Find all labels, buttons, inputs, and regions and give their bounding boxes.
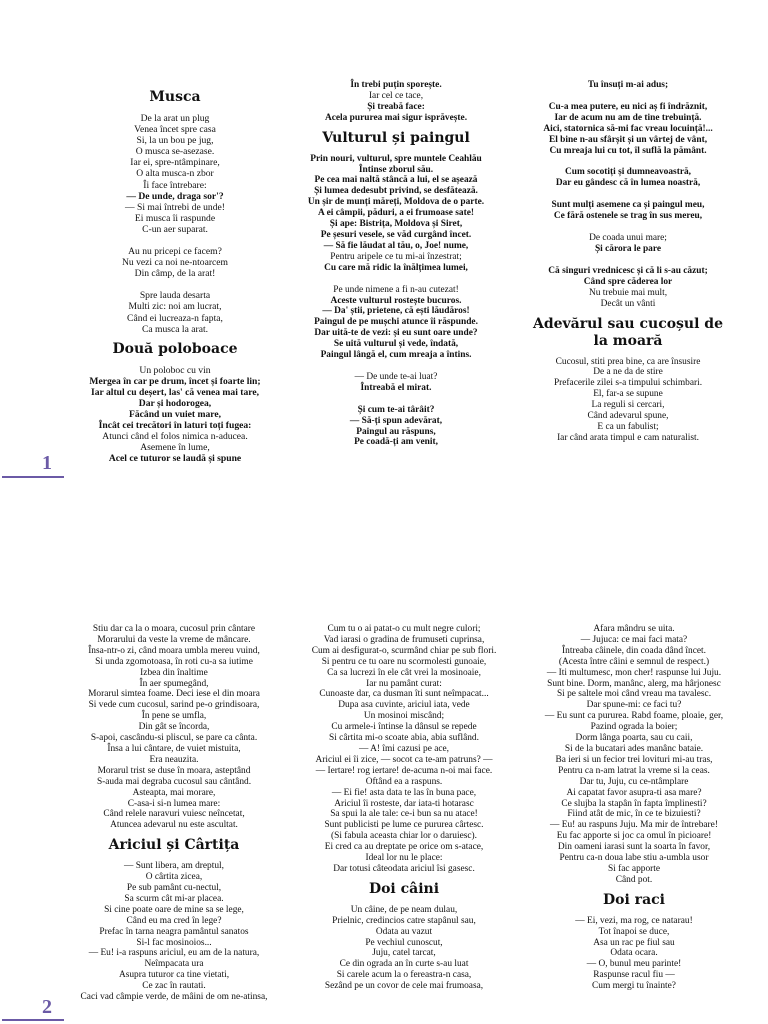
verse-line: Multi zic: noi am lucrat,: [128, 301, 222, 313]
verse-line: Si fac apporte: [607, 863, 661, 874]
verse-line: Când ei lucreaza-n fapta,: [127, 312, 223, 324]
verse-line: Morarului da veste la vreme de mâncare.: [97, 634, 251, 645]
verse-line: Dar și hodorogea,: [138, 397, 212, 409]
verse-line: Iar cel ce tace,: [368, 90, 424, 101]
verse-line: Oftând ea a raspuns.: [365, 776, 443, 787]
page2-number-rule: [2, 1019, 64, 1021]
verse-line: Când relele naravuri vuiesc neîncetat,: [103, 809, 245, 820]
verse-line: Ce slujba la stapân în fapta împlinesti?: [561, 798, 707, 809]
verse-line: Dar tu, Juju, cu ce-ntâmplare: [579, 776, 689, 787]
verse-line: Din câmp, de la arat!: [134, 268, 216, 280]
verse-line: Odata au vazut: [375, 926, 433, 937]
verse-line: Dorm lânga poarta, sau cu caii,: [575, 733, 693, 744]
verse-line: Un mosinoi miscând;: [363, 711, 445, 722]
verse-line: Când pot.: [615, 874, 653, 885]
verse-line: A ei câmpii, păduri, a ei frumoase sate!: [318, 208, 474, 219]
verse-line: Sezând pe un covor de cele mai frumoasa,: [324, 981, 484, 992]
verse-line: Au nu pricepi ce facem?: [128, 246, 222, 258]
verse-line: Si unda zgomotoasa, în roti cu-a sa iutime: [95, 656, 253, 667]
page2-number: 2: [42, 996, 52, 1018]
verse-line: Tot înapoi se duce,: [598, 926, 670, 937]
verse-line: Și lumea dedesubt privind, se desfătează.: [314, 186, 478, 197]
verse-line: Eu fac apporte si joc ca omul în picioare!: [556, 831, 712, 842]
verse-line: Cu-a mea putere, eu nici aș fi îndrăznit,: [548, 101, 708, 112]
verse-line: Un poloboc cu vin: [139, 364, 211, 376]
verse-line: Și treabă face:: [367, 101, 425, 112]
verse-line: Pazind ograda la boier;: [590, 722, 678, 733]
verse-line: Când spre căderea lor: [583, 276, 673, 287]
verse-line: Asa un rac pe fiul sau: [593, 937, 675, 948]
verse-line: Morarul simtea foame. Deci iese el din moara: [88, 689, 260, 700]
poem-title: Musca: [149, 89, 201, 105]
verse-line: Dupa asa cuvinte, ariciul iata, vede: [338, 700, 470, 711]
verse-line: Si carele acum la o fereastra-n casa,: [336, 970, 472, 981]
verse-line: Pe șesuri vesele, se văd curgând încet.: [320, 229, 472, 240]
verse-line: Tu însuți m-ai adus;: [587, 80, 669, 90]
verse-line: Sunt publicisti pe lume ce pururea cârtesc.: [324, 820, 484, 831]
verse-line: Pe cea mai naltă stâncă a lui, el se așează: [314, 175, 478, 186]
verse-line: Sunt bine. Dorm, manânc, alerg, ma hârjonesc: [547, 678, 721, 689]
verse-line: Prielnic, credincios catre stapânul sau,: [332, 915, 476, 926]
verse-line: O cârtita zicea,: [145, 872, 203, 883]
verse-line: Nu trebuie mai mult,: [588, 287, 668, 298]
verse-line: Se uită vulturul și vede, îndată,: [333, 339, 459, 350]
verse-line: Asupra tuturor ca tine vietati,: [118, 970, 230, 981]
verse-line: Întinse zborul său.: [358, 164, 434, 175]
verse-line: Si vede cum cucosul, sarind pe-o grindisoara,: [88, 700, 260, 711]
verse-line: — Iti multumesc, mon cher! raspunse lui Juju.: [546, 667, 722, 678]
verse-line: Si pentru ce tu oare nu scormolesti gunoaie,: [321, 656, 487, 667]
verse-line: Iar altul cu deșert, las' că venea mai tare,: [90, 386, 260, 398]
verse-line: — Ei, vezi, ma rog, ce natarau!: [575, 915, 693, 926]
verse-line: Ba ieri si un fecior trei lovituri mi-au tras,: [555, 754, 713, 765]
verse-line: Izbea din înaltime: [140, 667, 208, 678]
poem-title: Doi câini: [368, 880, 440, 897]
verse-line: Pe coadă-ți am venit,: [354, 437, 438, 448]
page1-column-3: [528, 80, 728, 444]
verse-line: De a ne da de stire: [593, 367, 663, 378]
verse-line: El, far-a se supune: [593, 389, 663, 400]
verse-line: Cu armele-i întinse la dânsul se repede: [331, 722, 477, 733]
stanza-gap: [528, 156, 728, 167]
verse-line: Cum socotiți și dumneavoastră,: [564, 167, 692, 178]
verse-line: Morarul trist se duse în moara, asteptând: [97, 765, 251, 776]
verse-line: Când eu ma cred în lege?: [126, 915, 222, 926]
stanza-gap: [75, 235, 275, 246]
verse-line: — Iertare! rog iertare! de-acuma n-oi mai face.: [315, 765, 493, 776]
verse-line: — Să-ți spun adevărat,: [349, 415, 443, 426]
verse-line: Decât un vânti: [600, 298, 656, 309]
page1-column-2: [296, 80, 496, 448]
verse-line: — Si mai întrebi de unde!: [125, 201, 225, 213]
verse-line: Cunoaste dar, ca dusman îti sunt neîmpacat...: [319, 689, 489, 700]
verse-line: — A! îmi cazusi pe ace,: [358, 743, 450, 754]
verse-line: Pentru ca n-am latrat la vreme si la ceas.: [558, 765, 710, 776]
verse-line: E ca un fabulist;: [597, 421, 659, 432]
verse-line: În trebi puțin sporește.: [350, 80, 442, 90]
verse-line: Spre lauda desarta: [139, 290, 211, 302]
verse-line: Dar eu gândesc că în lumea noastră,: [555, 178, 701, 189]
verse-line: — Jujuca: ce mai faci mata?: [580, 634, 688, 645]
page2-column-2: [296, 624, 512, 992]
verse-line: Ideal lor nu le place:: [365, 853, 443, 864]
verse-line: Ce fără ostenele se trag în sus mereu,: [553, 211, 703, 222]
verse-line: Atunci când el folos nimica n-aducea.: [102, 431, 248, 443]
verse-line: Fiind atât de mic, în ce te bizuiesti?: [567, 809, 701, 820]
verse-line: Ei cred ca au dreptate pe orice om s-atace,: [324, 842, 484, 853]
verse-line: Acela pururea mai sigur isprăvește.: [324, 112, 468, 123]
verse-line: O musca se-asezase.: [135, 146, 215, 158]
verse-line: Întreaba câinele, din coada dând încet.: [562, 645, 706, 656]
stanza-gap: [528, 91, 728, 102]
verse-line: — Eu! i-a raspuns ariciul, eu am de la natura,: [88, 948, 260, 959]
verse-line: Ei musca îi raspunde: [134, 212, 216, 224]
verse-line: — Să fie lăudat al tău, o, Joe! nume,: [323, 240, 469, 251]
verse-line: Întreabă el mirat.: [360, 382, 432, 393]
verse-line: Că singuri vrednicesc și că li s-au căzut;: [548, 265, 708, 276]
verse-line: Sa spui la ale tale: ce-i bun sa nu atace!: [330, 809, 478, 820]
verse-line: În aer spumegând,: [139, 678, 209, 689]
verse-line: — De unde te-ai luat?: [354, 371, 438, 382]
verse-line: Și cum te-ai târâit?: [357, 404, 435, 415]
verse-line: — Eu sunt ca pururea. Rabd foame, ploaie, ger,: [544, 711, 724, 722]
verse-line: Un șir de munți măreți, Moldova de o parte.: [307, 197, 485, 208]
verse-line: Si cârtita mi-o scoate abia, abia suflând.: [329, 733, 479, 744]
page1-column-1: [75, 83, 275, 465]
verse-line: Odata ocara.: [610, 948, 658, 959]
verse-line: C-asa-i si-n lumea mare:: [127, 798, 221, 809]
verse-line: Prefac în tarna neagra pamântul sanatos: [99, 926, 249, 937]
verse-line: Sa scurm cât mi-ar placea.: [124, 893, 224, 904]
verse-line: Îi face întrebare:: [143, 179, 207, 191]
verse-line: Cu care mă ridic la înălțimea lumei,: [324, 262, 468, 273]
verse-line: Vad iarasi o gradina de frumuseti cuprinsa,: [323, 634, 485, 645]
verse-line: — De unde, draga sor'?: [126, 190, 224, 202]
verse-line: Raspunse racul fiu —: [593, 970, 675, 981]
poem-title: Ariciul și Cârtița: [108, 837, 240, 854]
verse-line: Pe vechiul cunoscut,: [365, 937, 443, 948]
verse-line: O alta musca-n zbor: [136, 168, 214, 180]
verse-line: Iar când arata timpul e cam naturalist.: [557, 432, 699, 443]
verse-line: Si, la un bou pe jug,: [136, 135, 214, 147]
verse-line: Ca sa lucrezi în ele cât vrei la mosinoaie,: [327, 667, 481, 678]
verse-line: Însa a lui cântare, de vuiet mistuita,: [107, 743, 241, 754]
verse-line: Făcând un vuiet mare,: [128, 409, 222, 421]
verse-line: Cucosul, stiti prea bine, ca are însusire: [555, 356, 701, 367]
verse-line: Dar spune-mi: ce faci tu?: [586, 700, 682, 711]
verse-line: Era neauzita.: [149, 754, 199, 765]
verse-line: El bine n-au sfârșit și un vârtej de vânt,: [548, 134, 708, 145]
verse-line: Asteapta, mai morare,: [132, 787, 216, 798]
verse-line: Stiu dar ca la o moara, cucosul prin cântare: [92, 624, 256, 634]
verse-line: Cum tu o ai patat-o cu mult negre culori;: [327, 624, 481, 634]
verse-line: Ariciul îi rosteste, dar iata-ti hotarasc: [334, 798, 474, 809]
verse-line: S-auda mai degraba cucosul sau cântând.: [96, 776, 252, 787]
verse-line: Prefacerile zilei s-a timpului schimbari.: [553, 378, 703, 389]
verse-line: Aceste vulturul rostește bucuros.: [330, 295, 462, 306]
stanza-gap: [296, 361, 496, 372]
verse-line: Paingul de pe mușchi atunce îi răspunde.: [314, 317, 478, 328]
verse-line: Din gât se încorda,: [138, 722, 210, 733]
verse-line: Când adevarul spune,: [587, 411, 669, 422]
verse-line: Si pe saltele moi când vreau ma tavalesc.: [556, 689, 712, 700]
verse-line: Dar uită-te de vezi: și eu sunt oare unde?: [314, 328, 478, 339]
verse-line: Atuncea adevarul nu este ascultat.: [110, 820, 238, 831]
verse-line: Acel ce tuturor se laudă și spune: [108, 453, 242, 465]
verse-line: Ariciul ei îi zice, — socot ca te-am patruns? —: [315, 754, 493, 765]
verse-line: Dar totusi câteodata ariciul îsi gasesc.: [333, 863, 475, 874]
verse-line: Juju, catel tarcat,: [372, 948, 436, 959]
verse-line: Venea încet spre casa: [134, 124, 216, 136]
poem-title: Două poloboace: [112, 340, 238, 357]
verse-line: În pene se umfla,: [141, 711, 207, 722]
verse-line: Paingul lângă el, cum mreaja a întins.: [320, 350, 472, 361]
page1-number-rule: [2, 476, 64, 478]
verse-line: (Si fabula aceasta chiar lor o daruiesc).: [330, 831, 478, 842]
verse-line: Ai capatat favor asupra-ti asa mare?: [566, 787, 702, 798]
verse-line: Nu vezi ca noi ne-ntoarcem: [121, 257, 228, 269]
poem-title: Vulturul și paingul: [322, 129, 470, 146]
verse-line: Pe unde nimene a fi n-au cutezat!: [333, 284, 459, 295]
poem-title: Doi raci: [603, 891, 665, 908]
verse-line: — O, bunul meu parinte!: [586, 959, 682, 970]
verse-line: Ce zac în rautati.: [142, 981, 206, 992]
poem-title: Adevărul sau cucoșul de la moară: [532, 315, 724, 349]
verse-line: De la arat un plug: [140, 113, 210, 124]
verse-line: Aici, statornica să-mi fac vreau locuință!...: [543, 123, 713, 134]
verse-line: Cu mreaja lui cu tot, îl suflă la pământ.: [549, 145, 707, 156]
verse-line: Pentru ca-n doua labe stiu a-umbla usor: [559, 853, 709, 864]
stanza-gap: [528, 189, 728, 200]
verse-line: C-un aer suparat.: [142, 223, 208, 235]
verse-line: Ce din ograda an în curte s-au luat: [339, 959, 469, 970]
stanza-gap: [75, 279, 275, 290]
page2-column-3: [530, 624, 738, 992]
verse-line: Neîmpacata ura: [144, 959, 204, 970]
verse-line: Si-l fac mosinoios...: [136, 937, 212, 948]
verse-line: Pentru aripele ce tu mi-ai înzestrat;: [330, 251, 462, 262]
verse-line: Afara mândru se uita.: [593, 624, 675, 634]
verse-line: S-apoi, cascându-si pliscul, se pare ca cânta.: [90, 733, 258, 744]
verse-line: Încât cei trecători în laturi toți fugea:: [98, 420, 252, 432]
verse-line: Prin nouri, vulturul, spre muntele Ceahlău: [310, 153, 482, 164]
verse-line: Ca musca la arat.: [141, 323, 209, 335]
stanza-gap: [528, 255, 728, 266]
verse-line: Iar nu pamânt curat:: [366, 678, 442, 689]
verse-line: Caci vad câmpie verde, de mâini de om ne-atinsa,: [80, 992, 268, 1003]
verse-line: Paingul au răspuns,: [356, 426, 436, 437]
verse-line: — Ei fie! asta data te las în buna pace,: [331, 787, 477, 798]
stanza-gap: [528, 222, 728, 233]
verse-line: Și ape: Bistrița, Moldova și Siret,: [329, 219, 463, 230]
verse-line: Cum ai desfigurat-o, scurmând chiar pe sub flori.: [311, 645, 497, 656]
verse-line: — Da' știi, prietene, că ești lăudăros!: [322, 306, 470, 317]
verse-line: — Eu! au raspuns Juju. Ma mir de întrebare!: [550, 820, 718, 831]
verse-line: Asemene în lume,: [140, 442, 210, 454]
verse-line: Din oameni iarasi sunt la soarta în favor,: [557, 842, 711, 853]
verse-line: Pe sub pamânt cu-nectul,: [126, 883, 222, 894]
verse-line: De coada unui mare;: [589, 233, 667, 244]
verse-line: Mergea în car pe drum, încet și foarte lin;: [89, 375, 261, 387]
verse-line: Cum mergi tu înainte?: [592, 981, 676, 992]
verse-line: (Acesta între câini e semnul de respect.): [558, 656, 710, 667]
verse-line: La reguli si cercari,: [591, 400, 665, 411]
verse-line: Iar de acum nu am de tine trebuință.: [554, 112, 702, 123]
verse-line: Și cărora le pare: [594, 243, 662, 254]
stanza-gap: [296, 394, 496, 405]
page1-number: 1: [42, 452, 52, 474]
verse-line: — Sunt libera, am dreptul,: [124, 861, 224, 872]
stanza-gap: [296, 274, 496, 285]
verse-line: Iar ei, spre-ntâmpinare,: [130, 157, 220, 169]
verse-line: Un câine, de pe neam dulau,: [350, 904, 458, 915]
verse-line: Sunt mulți asemene ca și paingul meu,: [551, 200, 705, 211]
page2-column-1: [64, 624, 284, 1003]
verse-line: Si de la bucatari ades manânc bataie.: [564, 743, 704, 754]
verse-line: Si cine poate oare de mine sa se lege,: [104, 904, 244, 915]
verse-line: Însa-ntr-o zi, când moara umbla mereu vuind,: [88, 645, 260, 656]
